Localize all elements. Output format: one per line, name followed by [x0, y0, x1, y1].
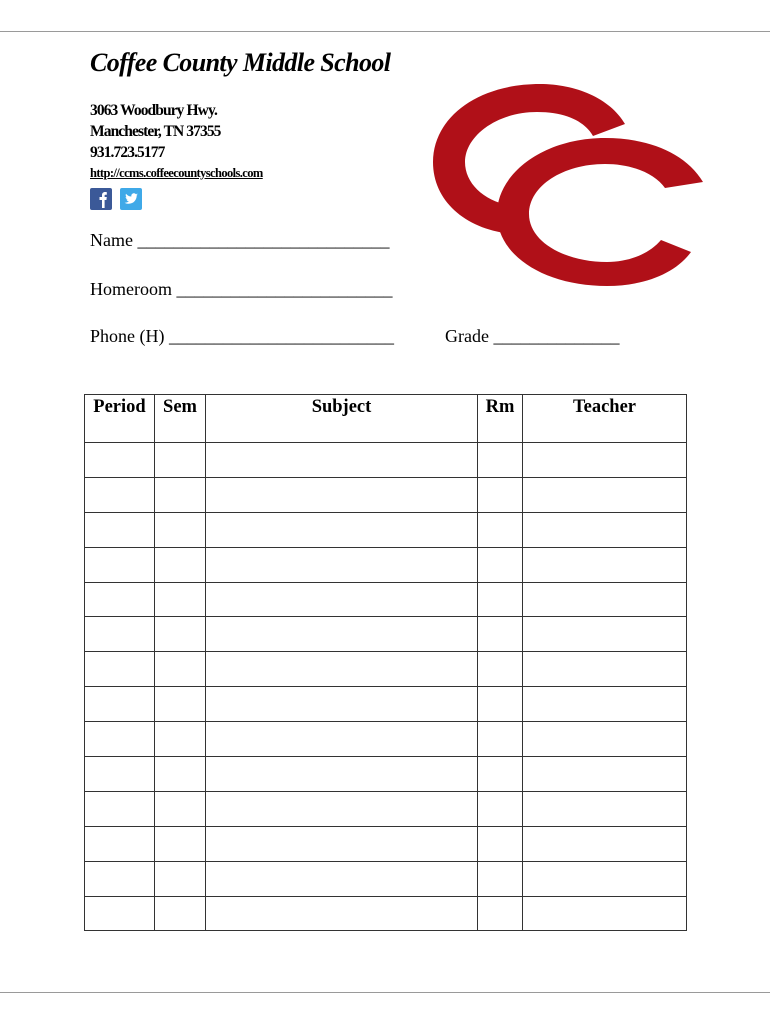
sem-cell[interactable]: [155, 582, 206, 617]
table-row: [85, 722, 687, 757]
table-row: [85, 687, 687, 722]
address-line-1: 3063 Woodbury Hwy.: [90, 102, 217, 119]
facebook-icon[interactable]: [90, 188, 112, 210]
rm-cell[interactable]: [478, 826, 523, 861]
period-cell[interactable]: [85, 791, 155, 826]
rm-cell[interactable]: [478, 582, 523, 617]
sem-cell[interactable]: [155, 512, 206, 547]
school-name: Coffee County Middle School: [90, 48, 391, 77]
teacher-cell[interactable]: [523, 896, 687, 931]
period-cell[interactable]: [85, 547, 155, 582]
rm-cell[interactable]: [478, 791, 523, 826]
rm-cell[interactable]: [478, 547, 523, 582]
subject-cell[interactable]: [206, 512, 478, 547]
table-row: [85, 547, 687, 582]
rm-cell[interactable]: [478, 443, 523, 478]
sem-cell[interactable]: [155, 652, 206, 687]
header-subject: Subject: [206, 395, 478, 443]
table-row: [85, 477, 687, 512]
rm-cell[interactable]: [478, 652, 523, 687]
sem-cell[interactable]: [155, 617, 206, 652]
period-cell[interactable]: [85, 582, 155, 617]
sem-cell[interactable]: [155, 896, 206, 931]
header-sem: Sem: [155, 395, 206, 443]
subject-cell[interactable]: [206, 617, 478, 652]
top-rule: [0, 31, 770, 32]
rm-cell[interactable]: [478, 896, 523, 931]
sem-cell[interactable]: [155, 443, 206, 478]
teacher-cell[interactable]: [523, 757, 687, 792]
header-rm: Rm: [478, 395, 523, 443]
period-cell[interactable]: [85, 861, 155, 896]
subject-cell[interactable]: [206, 582, 478, 617]
home-phone-field[interactable]: Phone (H) _________________________: [90, 326, 394, 346]
teacher-cell[interactable]: [523, 512, 687, 547]
teacher-cell[interactable]: [523, 582, 687, 617]
name-field[interactable]: Name ____________________________: [90, 230, 390, 250]
period-cell[interactable]: [85, 722, 155, 757]
period-cell[interactable]: [85, 512, 155, 547]
schedule-rows: [85, 443, 687, 931]
table-row: [85, 861, 687, 896]
period-cell[interactable]: [85, 477, 155, 512]
logo-c-lower: [497, 138, 703, 286]
subject-cell[interactable]: [206, 547, 478, 582]
teacher-cell[interactable]: [523, 791, 687, 826]
subject-cell[interactable]: [206, 687, 478, 722]
period-cell[interactable]: [85, 826, 155, 861]
subject-cell[interactable]: [206, 791, 478, 826]
homeroom-field[interactable]: Homeroom ________________________: [90, 279, 393, 299]
teacher-cell[interactable]: [523, 617, 687, 652]
sem-cell[interactable]: [155, 757, 206, 792]
rm-cell[interactable]: [478, 722, 523, 757]
teacher-cell[interactable]: [523, 547, 687, 582]
teacher-cell[interactable]: [523, 652, 687, 687]
table-row: [85, 617, 687, 652]
subject-cell[interactable]: [206, 757, 478, 792]
table-row: [85, 512, 687, 547]
table-row: [85, 791, 687, 826]
subject-cell[interactable]: [206, 861, 478, 896]
teacher-cell[interactable]: [523, 477, 687, 512]
rm-cell[interactable]: [478, 477, 523, 512]
table-row: [85, 652, 687, 687]
table-row: [85, 757, 687, 792]
sem-cell[interactable]: [155, 791, 206, 826]
teacher-cell[interactable]: [523, 687, 687, 722]
period-cell[interactable]: [85, 443, 155, 478]
period-cell[interactable]: [85, 757, 155, 792]
table-row: [85, 582, 687, 617]
subject-cell[interactable]: [206, 896, 478, 931]
rm-cell[interactable]: [478, 757, 523, 792]
sem-cell[interactable]: [155, 826, 206, 861]
table-row: [85, 826, 687, 861]
sem-cell[interactable]: [155, 861, 206, 896]
teacher-cell[interactable]: [523, 861, 687, 896]
period-cell[interactable]: [85, 617, 155, 652]
period-cell[interactable]: [85, 896, 155, 931]
school-cc-logo: [425, 82, 705, 287]
table-header-row: [85, 395, 687, 443]
sem-cell[interactable]: [155, 722, 206, 757]
teacher-cell[interactable]: [523, 443, 687, 478]
header-teacher: Teacher: [523, 395, 687, 443]
bottom-rule: [0, 992, 770, 993]
table-row: [85, 896, 687, 931]
sem-cell[interactable]: [155, 687, 206, 722]
table-row: [85, 443, 687, 478]
address-line-2: Manchester, TN 37355: [90, 123, 221, 140]
sem-cell[interactable]: [155, 547, 206, 582]
subject-cell[interactable]: [206, 443, 478, 478]
class-schedule-table: [84, 394, 687, 931]
subject-cell[interactable]: [206, 477, 478, 512]
grade-field[interactable]: Grade ______________: [445, 326, 620, 346]
rm-cell[interactable]: [478, 861, 523, 896]
sem-cell[interactable]: [155, 477, 206, 512]
subject-cell[interactable]: [206, 722, 478, 757]
header-period: Period: [85, 395, 155, 443]
period-cell[interactable]: [85, 687, 155, 722]
twitter-icon[interactable]: [120, 188, 142, 210]
subject-cell[interactable]: [206, 826, 478, 861]
subject-cell[interactable]: [206, 652, 478, 687]
school-phone: 931.723.5177: [90, 144, 165, 161]
rm-cell[interactable]: [478, 687, 523, 722]
rm-cell[interactable]: [478, 512, 523, 547]
school-website-link[interactable]: http://ccms.coffeecountyschools.com: [90, 166, 263, 180]
teacher-cell[interactable]: [523, 722, 687, 757]
teacher-cell[interactable]: [523, 826, 687, 861]
rm-cell[interactable]: [478, 617, 523, 652]
period-cell[interactable]: [85, 652, 155, 687]
